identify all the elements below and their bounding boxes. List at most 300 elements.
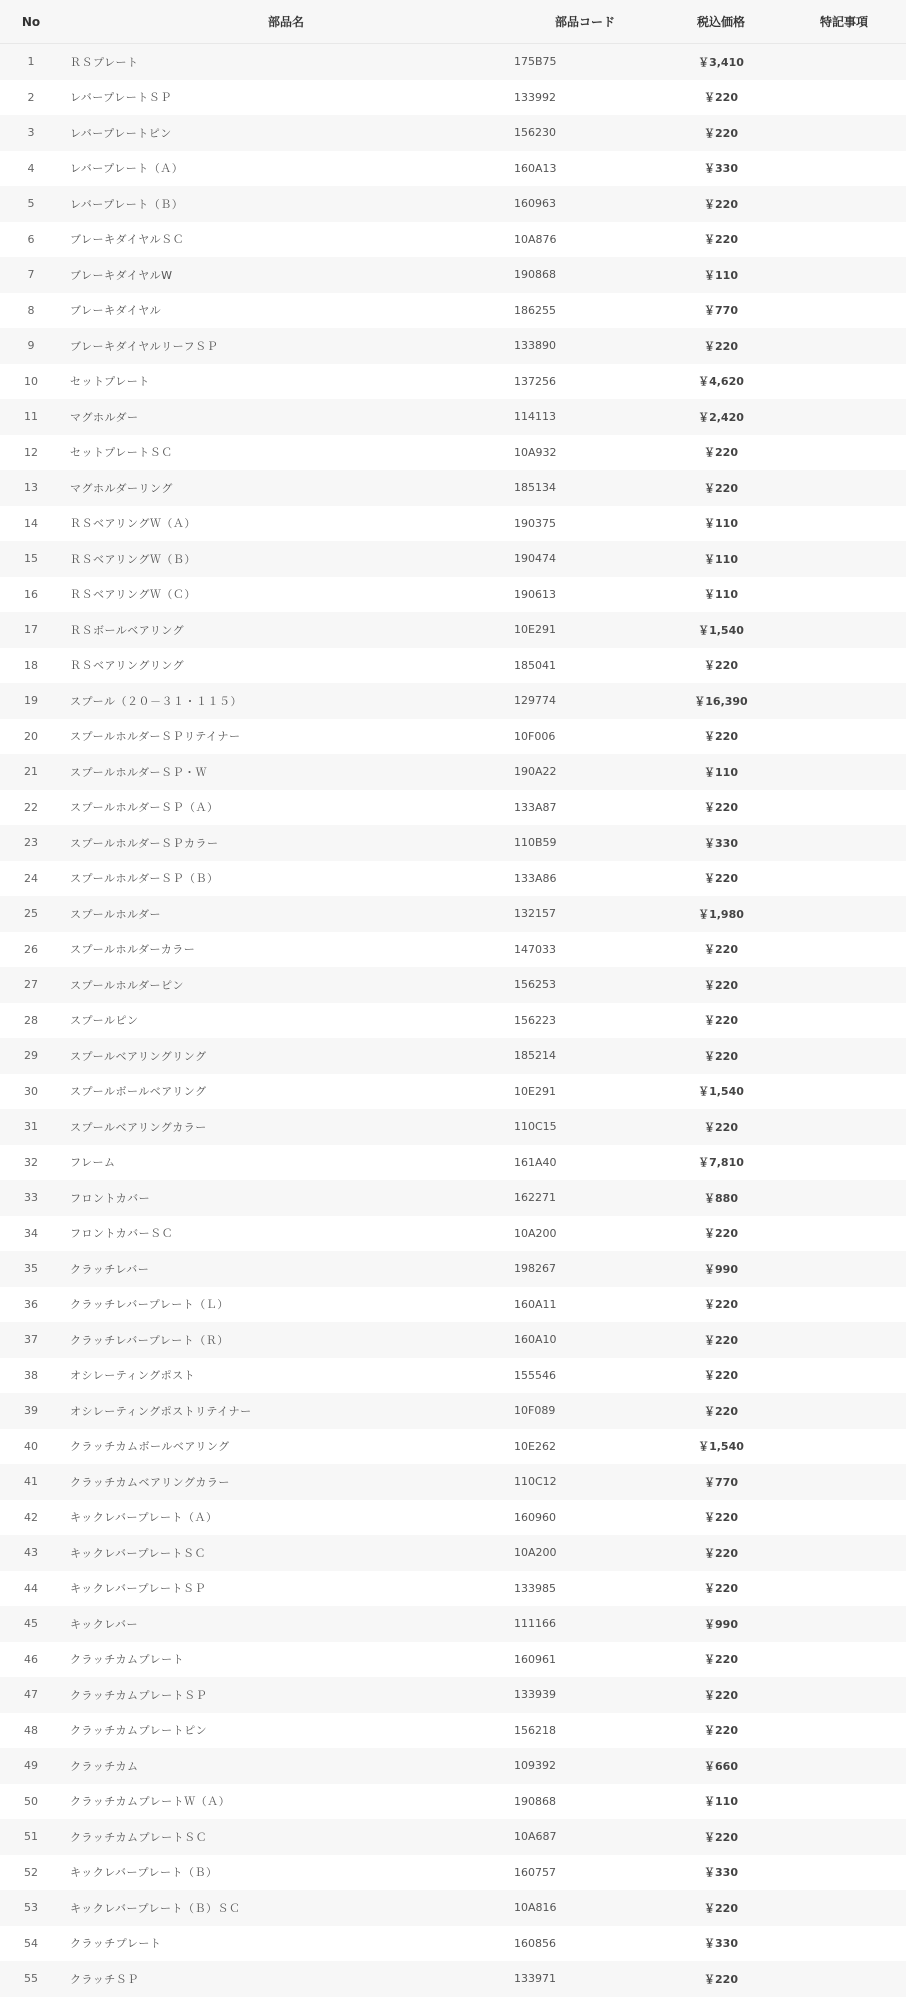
cell-no: 36 [0, 1287, 62, 1323]
cell-no: 9 [0, 328, 62, 364]
cell-notes [782, 683, 906, 719]
table-row [0, 1677, 906, 1713]
cell-part-code: 160A10 [510, 1322, 660, 1358]
cell-part-code: 110B59 [510, 825, 660, 861]
cell-part-name: オシレーティングポスト [62, 1358, 510, 1394]
cell-part-code: 190375 [510, 506, 660, 542]
cell-part-name: クラッチレバープレート（Ｒ） [62, 1322, 510, 1358]
cell-part-name: スプールホルダーＳＰ（Ｂ） [62, 861, 510, 897]
cell-no: 29 [0, 1038, 62, 1074]
cell-price: ￥220 [660, 1819, 782, 1855]
table-header [0, 0, 906, 44]
cell-price: ￥220 [660, 1109, 782, 1145]
cell-price: ￥220 [660, 470, 782, 506]
cell-notes [782, 1038, 906, 1074]
cell-no: 2 [0, 80, 62, 116]
table-row [0, 1571, 906, 1607]
cell-part-name: ＲＳベアリングＷ（Ｃ） [62, 577, 510, 613]
cell-no: 39 [0, 1393, 62, 1429]
cell-price: ￥3,410 [660, 44, 782, 80]
cell-part-code: 10A932 [510, 435, 660, 471]
cell-notes [782, 648, 906, 684]
cell-no: 10 [0, 364, 62, 400]
cell-no: 52 [0, 1855, 62, 1891]
table-row [0, 1606, 906, 1642]
cell-price: ￥220 [660, 1358, 782, 1394]
cell-part-code: 133890 [510, 328, 660, 364]
cell-no: 7 [0, 257, 62, 293]
cell-price: ￥220 [660, 967, 782, 1003]
cell-part-code: 110C12 [510, 1464, 660, 1500]
cell-price: ￥220 [660, 1322, 782, 1358]
cell-no: 22 [0, 790, 62, 826]
cell-notes [782, 896, 906, 932]
cell-part-code: 10A687 [510, 1819, 660, 1855]
cell-part-name: スプールホルダーＳＰカラー [62, 825, 510, 861]
cell-price: ￥330 [660, 1926, 782, 1962]
cell-part-name: ブレーキダイヤルW [62, 257, 510, 293]
cell-notes [782, 222, 906, 258]
cell-price: ￥220 [660, 328, 782, 364]
table-row [0, 222, 906, 258]
cell-notes [782, 1074, 906, 1110]
cell-notes [782, 861, 906, 897]
cell-price: ￥110 [660, 257, 782, 293]
cell-part-code: 137256 [510, 364, 660, 400]
cell-part-name: レバープレート（Ｂ） [62, 186, 510, 222]
table-row [0, 932, 906, 968]
cell-no: 33 [0, 1180, 62, 1216]
cell-notes [782, 151, 906, 187]
cell-price: ￥330 [660, 825, 782, 861]
cell-notes [782, 1251, 906, 1287]
table-row [0, 399, 906, 435]
cell-price: ￥220 [660, 1890, 782, 1926]
cell-no: 24 [0, 861, 62, 897]
cell-part-code: 175B75 [510, 44, 660, 80]
table-row [0, 1748, 906, 1784]
cell-notes [782, 1855, 906, 1891]
cell-part-name: フロントカバー [62, 1180, 510, 1216]
cell-price: ￥7,810 [660, 1145, 782, 1181]
cell-notes [782, 1642, 906, 1678]
cell-price: ￥220 [660, 790, 782, 826]
table-row [0, 1145, 906, 1181]
cell-notes [782, 1819, 906, 1855]
cell-no: 18 [0, 648, 62, 684]
table-row [0, 151, 906, 187]
cell-part-code: 129774 [510, 683, 660, 719]
cell-part-code: 133A86 [510, 861, 660, 897]
cell-no: 46 [0, 1642, 62, 1678]
table-row [0, 861, 906, 897]
cell-part-name: キックレバープレート（Ｂ） [62, 1855, 510, 1891]
table-row [0, 1393, 906, 1429]
cell-part-code: 10F089 [510, 1393, 660, 1429]
table-row [0, 541, 906, 577]
table-row [0, 44, 906, 80]
cell-part-name: レバープレート（Ａ） [62, 151, 510, 187]
cell-price: ￥1,540 [660, 1429, 782, 1465]
table-row [0, 115, 906, 151]
cell-part-name: クラッチカム [62, 1748, 510, 1784]
cell-price: ￥110 [660, 577, 782, 613]
table-row [0, 364, 906, 400]
cell-price: ￥330 [660, 1855, 782, 1891]
cell-no: 8 [0, 293, 62, 329]
header-notes: 特記事項 [782, 0, 906, 44]
cell-part-code: 160856 [510, 1926, 660, 1962]
cell-no: 3 [0, 115, 62, 151]
table-row [0, 719, 906, 755]
cell-no: 48 [0, 1713, 62, 1749]
table-row [0, 1819, 906, 1855]
cell-part-name: スプールベアリングカラー [62, 1109, 510, 1145]
cell-price: ￥770 [660, 293, 782, 329]
table-row [0, 328, 906, 364]
cell-part-name: スプールホルダー [62, 896, 510, 932]
cell-part-name: スプールホルダーピン [62, 967, 510, 1003]
table-row [0, 1287, 906, 1323]
cell-price: ￥2,420 [660, 399, 782, 435]
table-row [0, 1216, 906, 1252]
cell-no: 6 [0, 222, 62, 258]
cell-notes [782, 1890, 906, 1926]
cell-no: 19 [0, 683, 62, 719]
cell-no: 34 [0, 1216, 62, 1252]
cell-part-code: 133971 [510, 1961, 660, 1997]
cell-no: 25 [0, 896, 62, 932]
table-row [0, 1180, 906, 1216]
cell-part-code: 160757 [510, 1855, 660, 1891]
table-row [0, 435, 906, 471]
header-part-name: 部品名 [62, 0, 510, 44]
cell-notes [782, 1216, 906, 1252]
cell-no: 47 [0, 1677, 62, 1713]
cell-part-name: レバープレートピン [62, 115, 510, 151]
cell-no: 16 [0, 577, 62, 613]
cell-notes [782, 1003, 906, 1039]
cell-price: ￥220 [660, 1500, 782, 1536]
table-row [0, 1642, 906, 1678]
table-row [0, 1109, 906, 1145]
cell-price: ￥220 [660, 648, 782, 684]
table-row [0, 790, 906, 826]
cell-notes [782, 80, 906, 116]
cell-part-name: クラッチカムベアリングカラー [62, 1464, 510, 1500]
cell-notes [782, 399, 906, 435]
header-part-code: 部品コード [510, 0, 660, 44]
cell-part-name: マグホルダー [62, 399, 510, 435]
cell-price: ￥220 [660, 1571, 782, 1607]
cell-price: ￥110 [660, 506, 782, 542]
cell-part-code: 147033 [510, 932, 660, 968]
cell-price: ￥220 [660, 1677, 782, 1713]
cell-part-name: キックレバー [62, 1606, 510, 1642]
table-row [0, 1855, 906, 1891]
cell-no: 50 [0, 1784, 62, 1820]
cell-part-code: 133992 [510, 80, 660, 116]
cell-part-name: クラッチＳＰ [62, 1961, 510, 1997]
cell-part-name: クラッチカムプレートピン [62, 1713, 510, 1749]
table-row [0, 683, 906, 719]
cell-notes [782, 790, 906, 826]
cell-part-code: 190868 [510, 1784, 660, 1820]
cell-part-code: 190613 [510, 577, 660, 613]
table-row [0, 1358, 906, 1394]
cell-notes [782, 1926, 906, 1962]
cell-part-name: ブレーキダイヤル [62, 293, 510, 329]
cell-price: ￥220 [660, 932, 782, 968]
cell-part-name: クラッチカムボールベアリング [62, 1429, 510, 1465]
cell-price: ￥220 [660, 80, 782, 116]
cell-no: 11 [0, 399, 62, 435]
cell-notes [782, 435, 906, 471]
cell-notes [782, 932, 906, 968]
cell-part-code: 110C15 [510, 1109, 660, 1145]
cell-part-code: 156253 [510, 967, 660, 1003]
table-row [0, 1500, 906, 1536]
cell-no: 42 [0, 1500, 62, 1536]
cell-notes [782, 1606, 906, 1642]
cell-notes [782, 44, 906, 80]
cell-notes [782, 967, 906, 1003]
table-row [0, 1003, 906, 1039]
cell-price: ￥110 [660, 541, 782, 577]
table-row [0, 1713, 906, 1749]
cell-price: ￥1,540 [660, 612, 782, 648]
cell-no: 12 [0, 435, 62, 471]
cell-notes [782, 1677, 906, 1713]
cell-price: ￥220 [660, 1961, 782, 1997]
cell-notes [782, 470, 906, 506]
cell-notes [782, 1322, 906, 1358]
table-row [0, 754, 906, 790]
table-row [0, 577, 906, 613]
cell-notes [782, 1748, 906, 1784]
table-row [0, 967, 906, 1003]
cell-part-name: レバープレートＳＰ [62, 80, 510, 116]
cell-notes [782, 825, 906, 861]
cell-price: ￥1,980 [660, 896, 782, 932]
cell-part-name: クラッチカムプレート [62, 1642, 510, 1678]
cell-no: 40 [0, 1429, 62, 1465]
cell-part-code: 160963 [510, 186, 660, 222]
table-row [0, 1251, 906, 1287]
cell-no: 5 [0, 186, 62, 222]
table-row [0, 1322, 906, 1358]
cell-part-name: マグホルダーリング [62, 470, 510, 506]
cell-no: 41 [0, 1464, 62, 1500]
cell-no: 26 [0, 932, 62, 968]
table-row [0, 1464, 906, 1500]
cell-no: 53 [0, 1890, 62, 1926]
cell-part-name: キックレバープレートＳＣ [62, 1535, 510, 1571]
cell-part-code: 133939 [510, 1677, 660, 1713]
cell-part-code: 160A11 [510, 1287, 660, 1323]
cell-price: ￥220 [660, 1393, 782, 1429]
cell-notes [782, 1429, 906, 1465]
cell-part-code: 133A87 [510, 790, 660, 826]
cell-part-code: 190A22 [510, 754, 660, 790]
cell-notes [782, 754, 906, 790]
cell-price: ￥220 [660, 115, 782, 151]
cell-no: 23 [0, 825, 62, 861]
cell-part-name: ＲＳベアリングＷ（Ａ） [62, 506, 510, 542]
cell-notes [782, 1961, 906, 1997]
table-row [0, 896, 906, 932]
cell-part-name: ＲＳベアリングリング [62, 648, 510, 684]
cell-notes [782, 186, 906, 222]
cell-notes [782, 115, 906, 151]
cell-notes [782, 1713, 906, 1749]
header-price: 税込価格 [660, 0, 782, 44]
cell-price: ￥330 [660, 151, 782, 187]
cell-part-code: 186255 [510, 293, 660, 329]
cell-part-code: 156218 [510, 1713, 660, 1749]
cell-notes [782, 719, 906, 755]
cell-notes [782, 293, 906, 329]
cell-part-name: スプール（２０－３１・１１５） [62, 683, 510, 719]
cell-price: ￥660 [660, 1748, 782, 1784]
cell-price: ￥220 [660, 186, 782, 222]
cell-price: ￥16,390 [660, 683, 782, 719]
cell-price: ￥220 [660, 1713, 782, 1749]
header-no: No [0, 0, 62, 44]
table-row [0, 257, 906, 293]
cell-part-code: 190474 [510, 541, 660, 577]
cell-part-code: 160960 [510, 1500, 660, 1536]
cell-part-name: キックレバープレート（Ａ） [62, 1500, 510, 1536]
cell-no: 13 [0, 470, 62, 506]
cell-part-code: 185134 [510, 470, 660, 506]
table-row [0, 1038, 906, 1074]
cell-part-name: セットプレート [62, 364, 510, 400]
cell-price: ￥220 [660, 1003, 782, 1039]
cell-no: 20 [0, 719, 62, 755]
cell-part-code: 10E291 [510, 612, 660, 648]
cell-part-name: セットプレートＳＣ [62, 435, 510, 471]
cell-part-code: 155546 [510, 1358, 660, 1394]
cell-notes [782, 1464, 906, 1500]
cell-price: ￥110 [660, 754, 782, 790]
table-row [0, 1074, 906, 1110]
cell-part-code: 133985 [510, 1571, 660, 1607]
cell-part-code: 111166 [510, 1606, 660, 1642]
cell-no: 54 [0, 1926, 62, 1962]
cell-price: ￥220 [660, 435, 782, 471]
table-row [0, 612, 906, 648]
cell-part-code: 185214 [510, 1038, 660, 1074]
table-row [0, 1961, 906, 1997]
cell-no: 31 [0, 1109, 62, 1145]
cell-no: 32 [0, 1145, 62, 1181]
cell-price: ￥880 [660, 1180, 782, 1216]
cell-no: 27 [0, 967, 62, 1003]
cell-notes [782, 1180, 906, 1216]
cell-no: 21 [0, 754, 62, 790]
cell-part-code: 10E262 [510, 1429, 660, 1465]
cell-no: 55 [0, 1961, 62, 1997]
cell-no: 37 [0, 1322, 62, 1358]
cell-part-code: 161A40 [510, 1145, 660, 1181]
cell-no: 49 [0, 1748, 62, 1784]
cell-part-code: 10E291 [510, 1074, 660, 1110]
cell-no: 4 [0, 151, 62, 187]
cell-no: 30 [0, 1074, 62, 1110]
header-row [0, 0, 906, 44]
table-row [0, 825, 906, 861]
cell-notes [782, 1535, 906, 1571]
cell-part-name: ブレーキダイヤルリーフＳＰ [62, 328, 510, 364]
cell-notes [782, 364, 906, 400]
cell-part-name: クラッチカムプレートＷ（Ａ） [62, 1784, 510, 1820]
cell-part-name: キックレバープレート（Ｂ）ＳＣ [62, 1890, 510, 1926]
table-row [0, 1429, 906, 1465]
cell-notes [782, 577, 906, 613]
cell-no: 44 [0, 1571, 62, 1607]
table-row [0, 80, 906, 116]
cell-notes [782, 1500, 906, 1536]
cell-part-code: 160961 [510, 1642, 660, 1678]
table-row [0, 1926, 906, 1962]
cell-part-name: ＲＳプレート [62, 44, 510, 80]
cell-no: 14 [0, 506, 62, 542]
cell-part-name: ＲＳベアリングＷ（Ｂ） [62, 541, 510, 577]
cell-price: ￥220 [660, 1287, 782, 1323]
cell-price: ￥990 [660, 1606, 782, 1642]
cell-price: ￥220 [660, 719, 782, 755]
cell-part-code: 198267 [510, 1251, 660, 1287]
cell-price: ￥220 [660, 1216, 782, 1252]
cell-part-name: フロントカバーＳＣ [62, 1216, 510, 1252]
cell-notes [782, 1571, 906, 1607]
cell-no: 45 [0, 1606, 62, 1642]
cell-part-name: クラッチプレート [62, 1926, 510, 1962]
cell-part-code: 156223 [510, 1003, 660, 1039]
cell-part-code: 10A876 [510, 222, 660, 258]
table-body [0, 44, 906, 1997]
cell-notes [782, 1109, 906, 1145]
cell-no: 43 [0, 1535, 62, 1571]
cell-part-name: クラッチレバープレート（Ｌ） [62, 1287, 510, 1323]
cell-part-code: 160A13 [510, 151, 660, 187]
cell-part-name: スプールベアリングリング [62, 1038, 510, 1074]
cell-price: ￥220 [660, 222, 782, 258]
cell-part-name: ＲＳボールベアリング [62, 612, 510, 648]
cell-part-name: オシレーティングポストリテイナー [62, 1393, 510, 1429]
table-row [0, 470, 906, 506]
cell-part-name: クラッチカムプレートＳＣ [62, 1819, 510, 1855]
cell-part-code: 10A816 [510, 1890, 660, 1926]
table-row [0, 1890, 906, 1926]
table-row [0, 506, 906, 542]
cell-price: ￥770 [660, 1464, 782, 1500]
cell-part-name: フレーム [62, 1145, 510, 1181]
cell-notes [782, 257, 906, 293]
cell-no: 35 [0, 1251, 62, 1287]
table-row [0, 293, 906, 329]
cell-price: ￥220 [660, 861, 782, 897]
cell-notes [782, 1358, 906, 1394]
cell-notes [782, 1145, 906, 1181]
cell-part-name: クラッチカムプレートＳＰ [62, 1677, 510, 1713]
cell-part-name: クラッチレバー [62, 1251, 510, 1287]
cell-part-code: 10A200 [510, 1535, 660, 1571]
cell-no: 17 [0, 612, 62, 648]
cell-part-code: 156230 [510, 115, 660, 151]
cell-price: ￥990 [660, 1251, 782, 1287]
